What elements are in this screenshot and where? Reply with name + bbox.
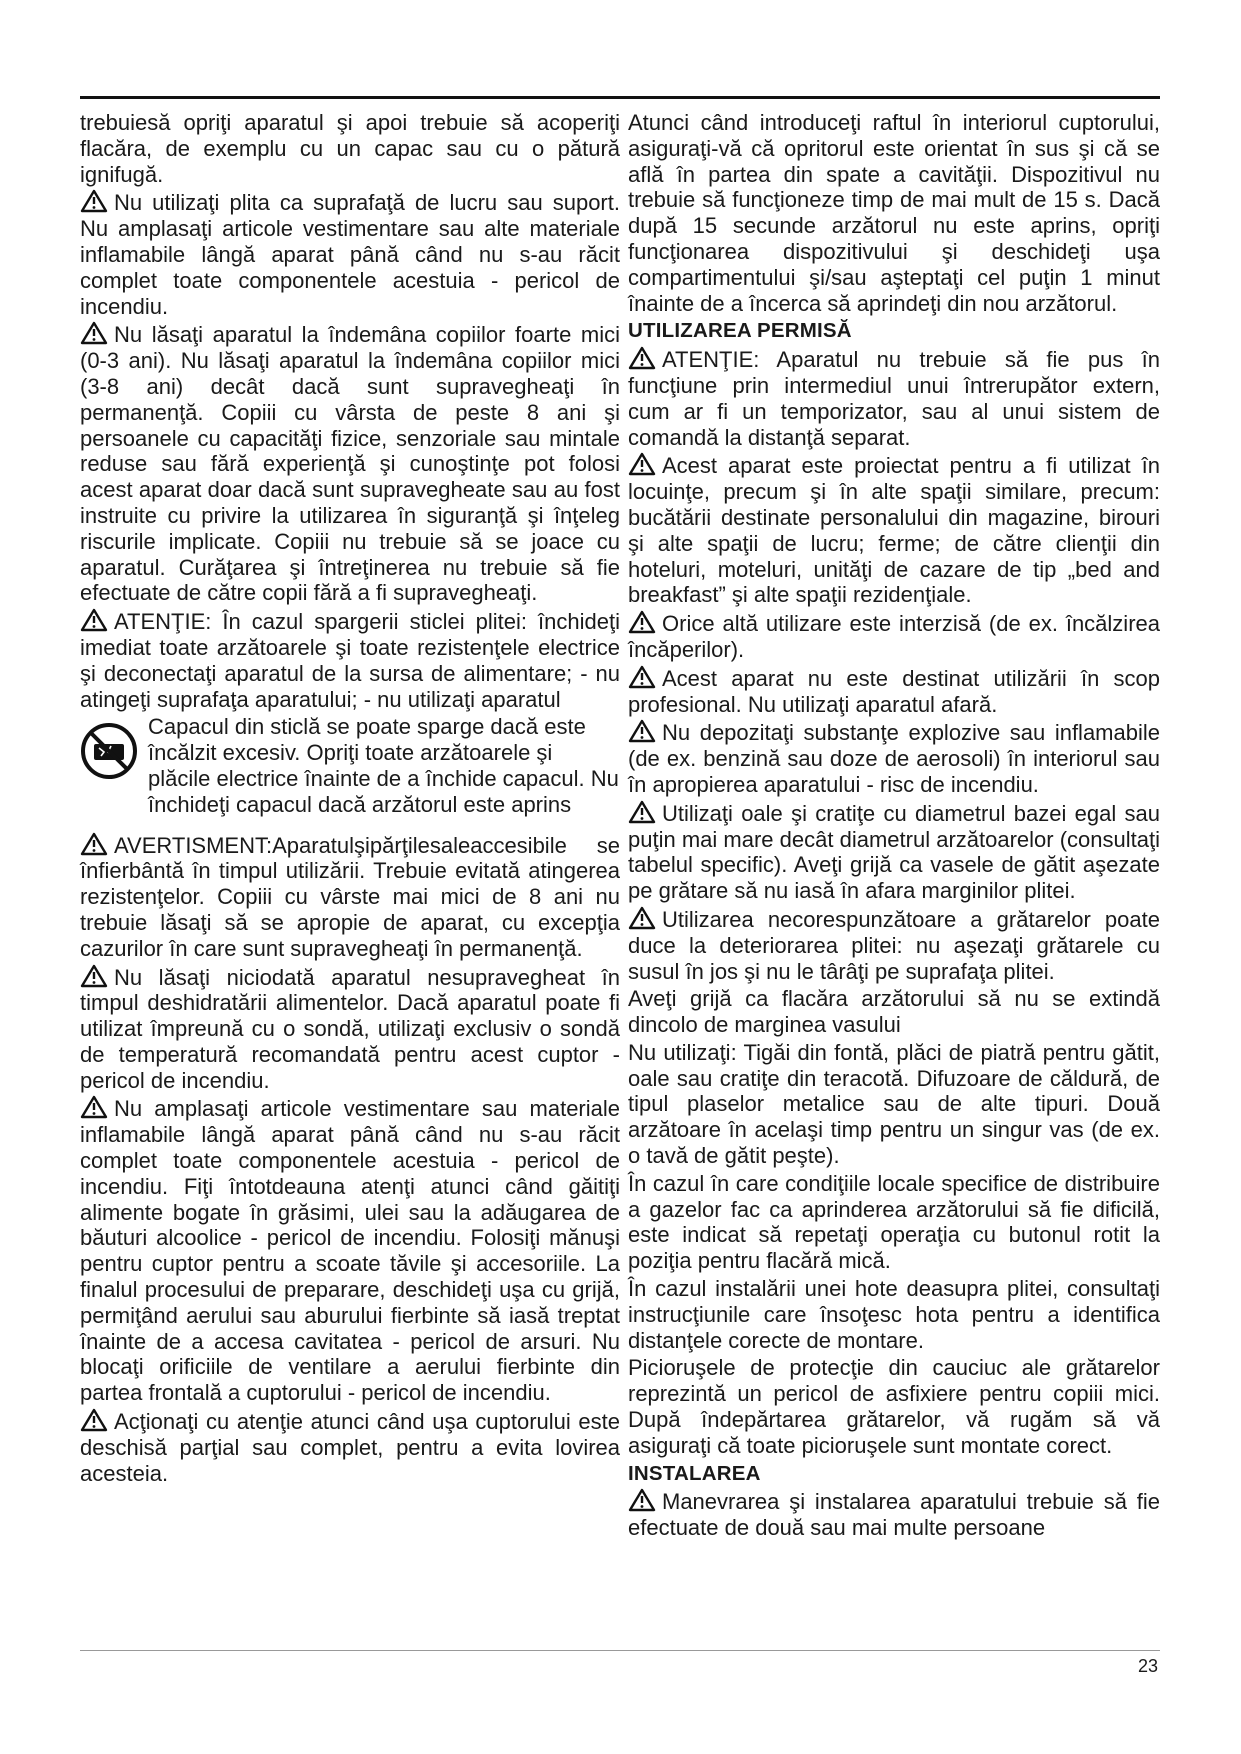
paragraph — [628, 610, 1160, 663]
paragraph — [628, 986, 1160, 1038]
warning-icon — [80, 832, 108, 856]
paragraph-text: Acest aparat nu este destinat utilizării în scop profesional. Nu utilizaţi aparatul afară. — [628, 665, 1160, 717]
permitted-use-paragraphs — [628, 346, 1160, 1458]
paragraph — [628, 1171, 1160, 1274]
paragraph — [80, 832, 620, 962]
left-column — [80, 110, 620, 1488]
paragraph-text: Nu depozitaţi substanţe explozive sau inflamabile (de ex. benzină sau doze de aerosoli) în interiorul sau în apropierea aparatului - risc de incendiu. — [628, 720, 1160, 797]
left-paragraphs-before — [80, 110, 620, 712]
paragraph-text: AVERTISMENT:Aparatulşipărţilesaleaccesibile se înfierbântă în timpul utilizării. Trebuie evitată atingerea rezistenţelor. Copiii cu vârste mai mici de 8 ani nu trebuie lăsaţi să se apropie de aparat, cu excepţia cazurilor în care sunt supravegheaţi în permanenţă. — [80, 832, 620, 961]
paragraph-text: ATENŢIE: În cazul spargerii sticlei plitei: închideţi imediat toate arzătoarele şi toate rezistenţele electrice şi deconectaţi aparatul de la sursa de alimentare; - nu atingeţi suprafaţa aparatului; - nu utilizaţi aparatul — [80, 609, 620, 712]
page-number: 23 — [1138, 1656, 1159, 1676]
paragraph-text: Acţionaţi cu atenţie atunci când uşa cuptorului este deschisă parţial sau complet, pentru a evita lovirea acesteia. — [80, 1409, 620, 1486]
warning-icon — [80, 1095, 108, 1119]
warning-icon — [80, 608, 108, 632]
warning-icon — [80, 964, 108, 988]
warning-icon — [628, 665, 656, 689]
paragraph-text: Nu utilizaţi: Tigăi din fontă, plăci de piatră pentru gătit, oale sau cratiţe din teracotă. Difuzoare de căldură, de tipul plaselor metalice sau de alte tipuri. Două arzătoare în acelaşi timp pentru un singur vas (de ex. o tavă de gătit peşte). — [628, 1039, 1160, 1169]
paragraph-text: Acest aparat este proiectat pentru a fi utilizat în locuinţe, precum şi în alte spaţii similare, precum: bucătării destinate personalului din magazine, birouri şi alte spaţii de lucru; ferme; de către clienţii din hoteluri, moteluri, unităţi de cazare de tip „bed and breakfast” şi alte spaţii rezidenţiale. — [628, 453, 1160, 608]
paragraph — [80, 110, 620, 187]
warning-icon — [628, 1488, 656, 1512]
no-glass-break-icon — [80, 722, 138, 780]
warning-icon — [628, 906, 656, 930]
paragraph-text: Nu lăsaţi aparatul la îndemâna copiilor foarte mici (0-3 ani). Nu lăsaţi aparatul la îndemâna copiilor mici (3-8 ani) decât dacă sunt supravegheaţi în permanenţă. Copiii cu vârsta de peste 8 ani şi persoanele cu capacităţi fizice, senzoriale sau mintale reduse sau fără experienţă şi cunoştinţe pot folosi acest aparat doar dacă sunt supravegheate sau au fost instruite cu privire la utilizarea în siguranţă şi înţeleg riscurile implicate. Copiii nu trebuie să se joace cu aparatul. Curăţarea şi întreţinerea nu trebuie să fie efectuate de către copii fără a fi supravegheaţi. — [80, 322, 620, 606]
paragraph — [80, 1408, 620, 1486]
paragraph — [628, 452, 1160, 608]
paragraph-text: trebuiesă opriţi aparatul şi apoi trebuie să acoperiţi flacăra, de exemplu cu un capac sau cu o pătură ignifugă. — [80, 110, 620, 187]
left-paragraphs-after — [80, 832, 620, 1487]
permitted-use-heading: UTILIZAREA PERMISĂ — [628, 319, 852, 343]
paragraph-text: Nu lăsaţi niciodată aparatul nesupravegheat în timpul deshidratării alimentelor. Dacă aparatul poate fi utilizat împreună cu o sondă, utilizaţi exclusiv o sondă de temperatură recomandată pentru acest cuptor - pericol de incendiu. — [80, 964, 620, 1093]
warning-icon — [628, 800, 656, 824]
warning-icon — [628, 452, 656, 476]
paragraph — [628, 1355, 1160, 1458]
right-column — [628, 110, 1160, 1543]
paragraph-text: Utilizarea necorespunzătoare a grătarelor poate duce la deteriorarea plitei: nu aşezaţi grătarele cu susul în jos şi nu le târâţi pe suprafaţa plitei. — [628, 906, 1160, 984]
paragraph-text: Nu amplasaţi articole vestimentare sau materiale inflamabile lângă aparat până când nu s-au răcit complet toate componentele acestuia - pericol de incendiu. Fiţi întotdeauna atenţi atunci când găitiţi alimente bogate în grăsimi, ulei sau la adăugarea de băuturi alcoolice - pericol de incendiu. Folosiţi mănuşi pentru cuptor pentru a scoate tăvile şi accesoriile. La finalul procesului de preparare, deschideţi uşa cu grijă, permiţând aerului sau aburului fierbinte să iasă treptat înainte de a accesa cavitatea - pericol de arsuri. Nu blocaţi orificiile de ventilare a aerului fierbinte din partea frontală a cuptorului - pericol de incendiu. — [80, 1096, 620, 1406]
paragraph — [628, 1276, 1160, 1353]
paragraph-text: Nu utilizaţi plita ca suprafaţă de lucru sau suport. Nu amplasaţi articole vestimentare sau alte materiale inflamabile lângă aparat până când nu s-au răcit complet toate componentele acestuia - pericol de incendiu. — [80, 190, 620, 319]
paragraph — [80, 1095, 620, 1406]
bottom-rule — [80, 1650, 1160, 1651]
paragraph — [80, 964, 620, 1094]
warning-icon — [80, 189, 108, 213]
paragraph-text: Aveţi grijă ca flacăra arzătorului să nu se extindă dincolo de marginea vasului — [628, 986, 1160, 1038]
warning-icon — [628, 610, 656, 634]
paragraph — [628, 665, 1160, 718]
paragraph-text: În cazul în care condiţiile locale specifice de distribuire a gazelor fac ca aprinderea arzătorului să fie dificilă, este indicat să repetaţi operaţia cu butonul rotit la poziţia pentru flacără mică. — [628, 1170, 1160, 1274]
paragraph-text: Picioruşele de protecţie din cauciuc ale grătarelor reprezintă un pericol de asfixiere pentru copiii mici. După îndepărtarea grătarelor, vă rugăm să vă asiguraţi că toate picioruşele sunt montate corect. — [628, 1355, 1160, 1458]
warning-icon — [628, 719, 656, 743]
glass-warning-text: Capacul din sticlă se poate sparge dacă este încălzit excesiv. Opriţi toate arzătoarele şi plăcile electrice înainte de a închide capacul. Nu închideţi capacul dacă arzătorul este aprins — [148, 714, 619, 817]
warning-icon — [80, 321, 108, 345]
paragraph-text: În cazul instalării unei hote deasupra plitei, consultaţi instrucţiunile care însoţesc hota pentru a identifica distanţele corecte de montare. — [628, 1276, 1160, 1353]
top-rule — [80, 96, 1160, 99]
paragraph-text: ATENŢIE: Aparatul nu trebuie să fie pus în funcţiune prin intermediul unui întrerupător extern, cum ar fi un temporizator, sau al unui sistem de comandă la distanţă separat. — [628, 347, 1160, 450]
installation-text: Manevrarea şi instalarea aparatului trebuie să fie efectuate de două sau mai multe persoane — [628, 1489, 1160, 1541]
paragraph-text: Orice altă utilizare este interzisă (de ex. încălzirea încăperilor). — [628, 611, 1160, 662]
paragraph — [628, 346, 1160, 450]
paragraph — [80, 321, 620, 606]
right-intro-paragraph: Atunci când introduceţi raftul în interiorul cuptorului, asiguraţi-vă că opritorul este orientat în sus şi că se află în partea din spate a cavităţii. Dispozitivul nu trebuie să funcţioneze timp de mai mult de 15 s. Dacă după 15 secunde arzătorul nu este aprins, opriţi funcţionarea dispozitivului şi deschideţi uşa compartimentului şi/sau aşteptaţi cel puţin 1 minut înainte de a încerca să aprindeţi din nou arzătorul. — [628, 110, 1160, 316]
installation-heading: INSTALAREA — [628, 1461, 761, 1485]
paragraph — [628, 1040, 1160, 1169]
paragraph — [80, 189, 620, 319]
warning-icon — [628, 346, 656, 370]
paragraph — [628, 906, 1160, 984]
warning-icon — [80, 1408, 108, 1432]
paragraph — [628, 719, 1160, 797]
paragraph — [80, 608, 620, 712]
installation-paragraph — [628, 1488, 1160, 1541]
paragraph-text: Utilizaţi oale şi cratiţe cu diametrul bazei egal sau puţin mai mare decât diametrul arzătoarelor (consultaţi tabelul specific). Aveţi grijă ca vasele de gătit aşezate pe grătare să nu iasă în afara marginilor plitei. — [628, 800, 1160, 904]
glass-warning-block — [80, 714, 620, 817]
paragraph — [628, 800, 1160, 904]
